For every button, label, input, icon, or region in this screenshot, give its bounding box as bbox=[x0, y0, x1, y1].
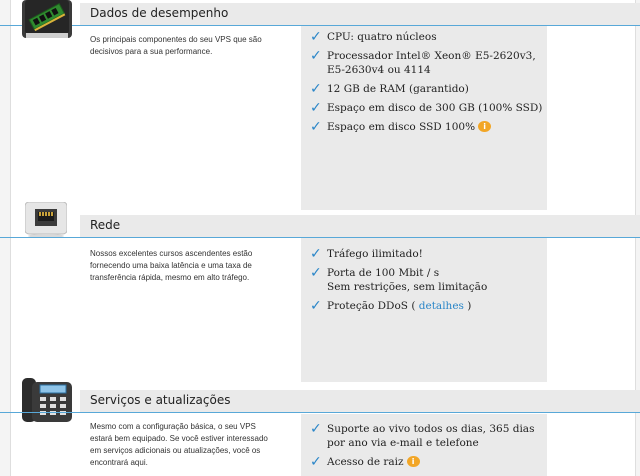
feature-panel bbox=[301, 238, 547, 382]
feature-item bbox=[301, 49, 547, 77]
feature-item bbox=[301, 30, 547, 44]
feature-text: 12 GB de RAM (garantido) bbox=[327, 83, 469, 95]
section-header bbox=[0, 3, 640, 25]
checkmark-icon: ✓ bbox=[310, 454, 322, 470]
feature-text: Processador Intel® Xeon® E5-2620v3, bbox=[327, 50, 536, 62]
checkmark-icon: ✓ bbox=[310, 81, 322, 97]
feature-item bbox=[301, 266, 547, 294]
feature-text: Sem restrições, sem limitação bbox=[327, 281, 488, 293]
section-description: Nossos excelentes cursos ascendentes estão fornecendo uma baixa latência e uma taxa de transferência rápida, mesmo em alto tráfego. bbox=[90, 249, 253, 282]
feature-item bbox=[301, 101, 547, 115]
feature-text: ) bbox=[467, 300, 472, 312]
feature-text: E5-2630v4 ou 4114 bbox=[327, 64, 431, 76]
details-link[interactable]: detalhes bbox=[418, 300, 464, 312]
section-title: Dados de desempenho bbox=[90, 6, 229, 20]
feature-text: Proteção DDoS ( bbox=[327, 300, 416, 312]
section-header bbox=[0, 390, 640, 412]
feature-item bbox=[301, 247, 547, 261]
feature-list bbox=[301, 414, 547, 469]
feature-text: Acesso de raiz bbox=[327, 456, 404, 468]
feature-text: Tráfego ilimitado! bbox=[327, 248, 423, 260]
checkmark-icon: ✓ bbox=[310, 48, 322, 64]
feature-text: Espaço em disco de 300 GB (100% SSD) bbox=[327, 102, 543, 114]
feature-text: Espaço em disco SSD 100% bbox=[327, 121, 476, 133]
section-description: Os principais componentes do seu VPS que são decisivos para a sua performance. bbox=[90, 35, 262, 56]
checkmark-icon: ✓ bbox=[310, 421, 322, 437]
feature-text: Suporte ao vivo todos os dias, 365 dias bbox=[327, 423, 535, 435]
section-header bbox=[0, 215, 640, 237]
checkmark-icon: ✓ bbox=[310, 100, 322, 116]
feature-item bbox=[301, 422, 547, 450]
checkmark-icon: ✓ bbox=[310, 119, 322, 135]
checkmark-icon: ✓ bbox=[310, 246, 322, 262]
section-title: Serviços e atualizações bbox=[90, 393, 231, 407]
feature-text: por ano via e-mail e telefone bbox=[327, 437, 479, 449]
section-title: Rede bbox=[90, 218, 121, 232]
feature-item bbox=[301, 455, 547, 469]
memory-chip-icon bbox=[22, 0, 72, 42]
checkmark-icon: ✓ bbox=[310, 265, 322, 281]
feature-panel bbox=[301, 26, 547, 210]
info-bubble-icon[interactable]: i bbox=[407, 456, 420, 467]
feature-list bbox=[301, 26, 547, 134]
feature-panel bbox=[301, 414, 547, 476]
feature-item bbox=[301, 120, 547, 134]
section-description: Mesmo com a configuração básica, o seu VPS estará bem equipado. Se você estiver interessado em serviços adicionais ou atualizações, você os encontrará aqui. bbox=[90, 422, 268, 467]
feature-text: CPU: quatro núcleos bbox=[327, 31, 437, 43]
feature-text: Porta de 100 Mbit / s bbox=[327, 267, 440, 279]
info-bubble-icon[interactable]: i bbox=[478, 121, 491, 132]
feature-item bbox=[301, 299, 547, 313]
feature-item bbox=[301, 82, 547, 96]
feature-list bbox=[301, 238, 547, 313]
checkmark-icon: ✓ bbox=[310, 298, 322, 314]
checkmark-icon: ✓ bbox=[310, 29, 322, 45]
